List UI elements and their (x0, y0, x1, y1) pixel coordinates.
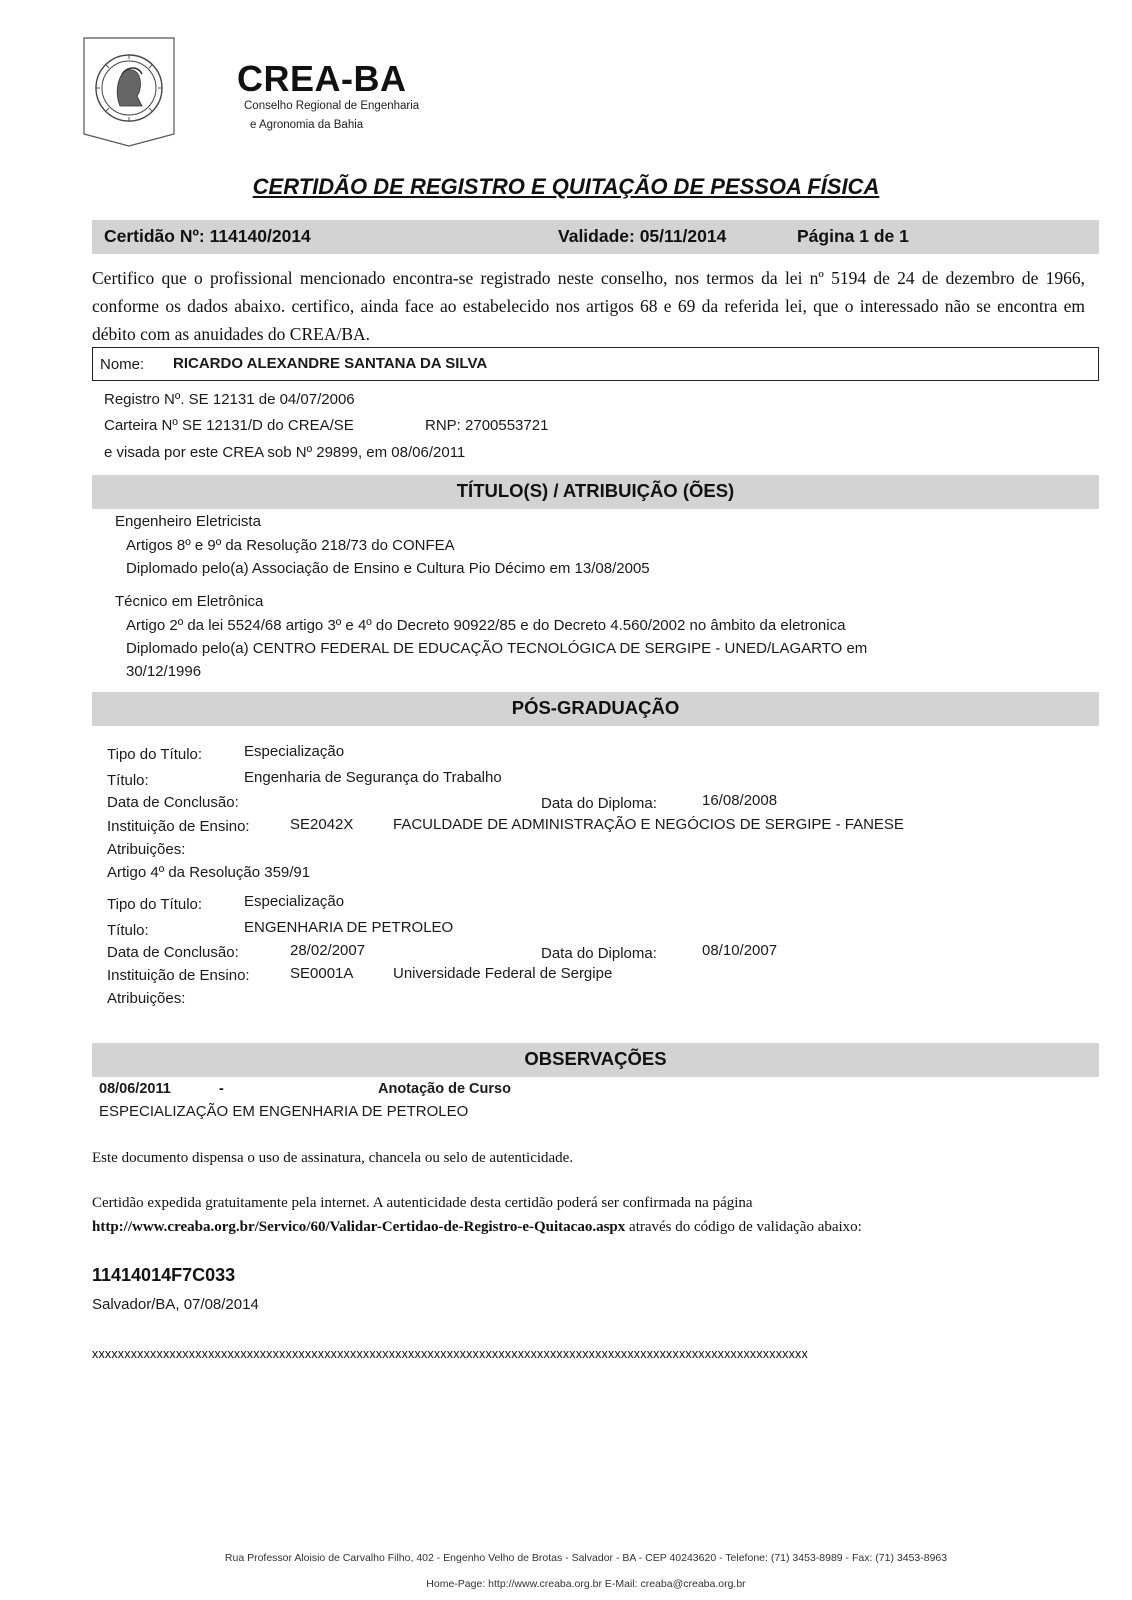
postgrad-1-atribuicoes-label: Atribuições: (107, 841, 186, 858)
observation-type: Anotação de Curso (378, 1081, 511, 1097)
postgrad-1-inst-name: FACULDADE DE ADMINISTRAÇÃO E NEGÓCIOS DE SERGIPE - FANESE (393, 816, 904, 833)
postgrad-2-inst-name: Universidade Federal de Sergipe (393, 965, 613, 982)
validation-code: 11414014F7C033 (92, 1265, 236, 1285)
postgrad-1-inst-label: Instituição de Ensino: (107, 818, 250, 835)
postgrad-1-conclusao-label: Data de Conclusão: (107, 794, 239, 811)
title-item-1: Engenheiro Eletricista (115, 513, 261, 530)
postgrad-2-titulo-label: Título: (107, 922, 149, 939)
postgrad-1-titulo-label: Título: (107, 772, 149, 789)
postgrad-2-tipo-label: Tipo do Título: (107, 896, 203, 913)
brand-subtitle-line2: e Agronomia da Bahia (250, 119, 364, 131)
brand-name: CREA-BA (237, 58, 407, 99)
expedida-notice: Certidão expedida gratuitamente pela internet. A autenticidade desta certidão poderá ser confirmada na página (92, 1195, 753, 1211)
title-item-1-line-1: Artigos 8º e 9º da Resolução 218/73 do CONFEA (126, 537, 455, 554)
postgrad-2-diploma-label: Data do Diploma: (541, 945, 657, 962)
postgrad-1-tipo-label: Tipo do Título: (107, 746, 203, 763)
document-title: CERTIDÃO DE REGISTRO E QUITAÇÃO DE PESSOA FÍSICA (252, 174, 880, 199)
postgrad-2-tipo-value: Especialização (244, 893, 345, 910)
postgrad-2-diploma-value: 08/10/2007 (702, 942, 778, 959)
crea-seal-icon (82, 36, 176, 148)
certificate-number: Certidão Nº: 114140/2014 (104, 226, 311, 246)
intro-paragraph: Certifico que o profissional mencionado encontra-se registrado neste conselho, nos termos da lei nº 5194 de 24 de dezembro de 1966, conforme os dados abaixo. certifico, ainda face ao estabelecido nos artigos 68 e 69 da referida lei, que o interessado não se encontra em débito com as anuidades do CREA/BA. (92, 268, 1085, 344)
footer-contact: Home-Page: http://www.creaba.org.br E-Mail: creaba@creaba.org.br (426, 1578, 746, 1590)
postgrad-2-conclusao-label: Data de Conclusão: (107, 944, 239, 961)
page-indicator: Página 1 de 1 (797, 226, 909, 246)
titles-section-heading: TÍTULO(S) / ATRIBUIÇÃO (ÕES) (456, 480, 735, 501)
rnp-number: RNP: 2700553721 (425, 417, 549, 434)
validation-url-suffix: através do código de validação abaixo: (625, 1219, 862, 1235)
visada-info: e visada por este CREA sob Nº 29899, em 08/06/2011 (104, 444, 466, 461)
postgrad-1-tipo-value: Especialização (244, 743, 345, 760)
postgrad-1-diploma-value: 16/08/2008 (702, 792, 778, 809)
postgrad-2-conclusao-value: 28/02/2007 (290, 942, 366, 959)
certificate-validity: Validade: 05/11/2014 (558, 226, 727, 246)
place-date: Salvador/BA, 07/08/2014 (92, 1296, 259, 1313)
title-item-2-line-1: Artigo 2º da lei 5524/68 artigo 3º e 4º do Decreto 90922/85 e do Decreto 4.560/2002 no âmbito da eletronica (126, 617, 846, 634)
postgrad-1-inst-code: SE2042X (290, 816, 354, 833)
footer-address: Rua Professor Aloisio de Carvalho Filho, 402 - Engenho Velho de Brotas - Salvador - BA - CEP 40243620 - Telefone: (71) 3453-8989 - Fax: (71) 3453-8963 (224, 1552, 948, 1564)
postgrad-1-diploma-label: Data do Diploma: (541, 795, 657, 812)
observation-dash: - (219, 1081, 224, 1097)
titles-section-bar (92, 475, 1099, 509)
brand-subtitle-line1: Conselho Regional de Engenharia (244, 100, 420, 112)
registro-number: Registro Nº. SE 12131 de 04/07/2006 (104, 391, 355, 408)
validation-url[interactable]: http://www.creaba.org.br/Servico/60/Validar-Certidao-de-Registro-e-Quitacao.aspx (92, 1219, 626, 1235)
postgrad-1-atribuicao-value: Artigo 4º da Resolução 359/91 (107, 864, 311, 881)
postgrad-section-heading: PÓS-GRADUAÇÃO (511, 697, 680, 718)
validation-sentence (92, 1219, 862, 1236)
observation-text: ESPECIALIZAÇÃO EM ENGENHARIA DE PETROLEO (99, 1103, 469, 1120)
postgrad-2-inst-code: SE0001A (290, 965, 354, 982)
title-item-2-line-2: Diplomado pelo(a) CENTRO FEDERAL DE EDUCAÇÃO TECNOLÓGICA DE SERGIPE - UNED/LAGARTO em (126, 640, 868, 657)
title-item-2-line-3: 30/12/1996 (126, 663, 202, 680)
dispensa-notice: Este documento dispensa o uso de assinatura, chancela ou selo de autenticidade. (92, 1150, 574, 1166)
postgrad-1-titulo-value: Engenharia de Segurança do Trabalho (244, 769, 502, 786)
name-value: RICARDO ALEXANDRE SANTANA DA SILVA (173, 355, 488, 372)
observation-date: 08/06/2011 (99, 1081, 171, 1097)
carteira-number: Carteira Nº SE 12131/D do CREA/SE (104, 417, 354, 434)
postgrad-2-inst-label: Instituição de Ensino: (107, 967, 250, 984)
filler-x-line: xxxxxxxxxxxxxxxxxxxxxxxxxxxxxxxxxxxxxxxxxxxxxxxxxxxxxxxxxxxxxxxxxxxxxxxxxxxxxxxxxxxxxxxxxxxxxxxxxxxxxxxxxxxxxxx (92, 1347, 808, 1361)
title-item-1-line-2: Diplomado pelo(a) Associação de Ensino e Cultura Pio Décimo em 13/08/2005 (126, 560, 650, 577)
observations-section-bar (92, 1043, 1099, 1077)
postgrad-section-bar (92, 692, 1099, 726)
observations-section-heading: OBSERVAÇÕES (524, 1048, 667, 1069)
name-label: Nome: (100, 356, 145, 373)
title-item-2: Técnico em Eletrônica (115, 593, 264, 610)
postgrad-2-atribuicoes-label: Atribuições: (107, 990, 186, 1007)
postgrad-2-titulo-value: ENGENHARIA DE PETROLEO (244, 919, 454, 936)
